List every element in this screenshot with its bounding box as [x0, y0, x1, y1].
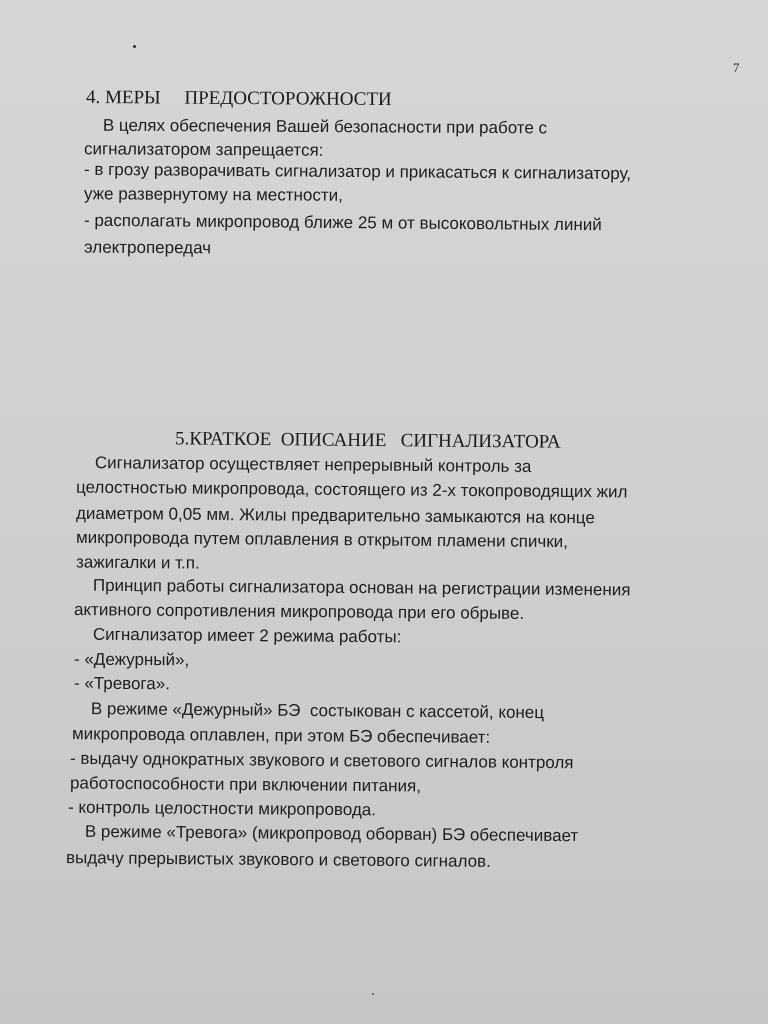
- section-4-line: электропередач: [83, 237, 212, 258]
- section-4-line: - располагать микропровод ближе 25 м от высоковольтных линий: [83, 210, 602, 235]
- section-5-heading: 5.КРАТКОЕ ОПИСАНИЕ СИГНАЛИЗАТОРА: [174, 428, 561, 453]
- section-5-line: Принцип работы сигнализатора основан на регистрации изменения: [73, 575, 631, 600]
- section-5-line: - «Дежурный»,: [73, 649, 190, 670]
- ink-speck: [133, 45, 136, 48]
- section-5-line: зажигалки и т.п.: [75, 552, 200, 573]
- ink-speck: [372, 993, 374, 995]
- section-4-line: уже развернутому на местности,: [83, 184, 343, 205]
- section-4-line: сигнализатором запрещается:: [83, 139, 324, 160]
- section-5-line: В режиме «Дежурный» БЭ состыкован с кассетой, конец: [71, 698, 545, 723]
- section-5-line: Сигнализатор имеет 2 режима работы:: [73, 624, 402, 647]
- section-5-line: - «Тревога».: [73, 673, 171, 694]
- section-4-line: - в грозу разворачивать сигнализатор и прикасаться к сигнализатору,: [83, 159, 632, 184]
- section-4-heading: 4. МЕРЫ ПРЕДОСТОРОЖНОСТИ: [85, 86, 392, 111]
- page-number: 7: [733, 60, 740, 75]
- section-5-line: микропровода оплавлен, при этом БЭ обеспечивает:: [71, 724, 491, 747]
- section-5-line: целостностью микропровода, состоящего из 2-х токопроводящих жил: [75, 477, 628, 502]
- section-5-line: - выдачу однократных звукового и светового сигналов контроля: [69, 748, 574, 773]
- section-4-line: В целях обеспечения Вашей безопасности при работе с: [83, 115, 548, 138]
- section-5-line: микропровода путем оплавления в открытом пламени спички,: [75, 527, 569, 552]
- section-5-line: Сигнализатор осуществляет непрерывный контроль за: [75, 453, 532, 476]
- section-5-line: работоспособности при включении питания,: [69, 773, 422, 796]
- section-5-line: диаметром 0,05 мм. Жилы предварительно замыкаются на конце: [75, 503, 595, 528]
- section-5-line: выдачу прерывистых звукового и светового сигналов.: [65, 848, 491, 871]
- section-5-line: - контроль целостности микропровода.: [67, 797, 377, 820]
- section-5-line: активного сопротивления микропровода при его обрыве.: [73, 600, 525, 623]
- section-5-line: В режиме «Тревога» (микропровод оборван) БЭ обеспечивает: [65, 821, 579, 846]
